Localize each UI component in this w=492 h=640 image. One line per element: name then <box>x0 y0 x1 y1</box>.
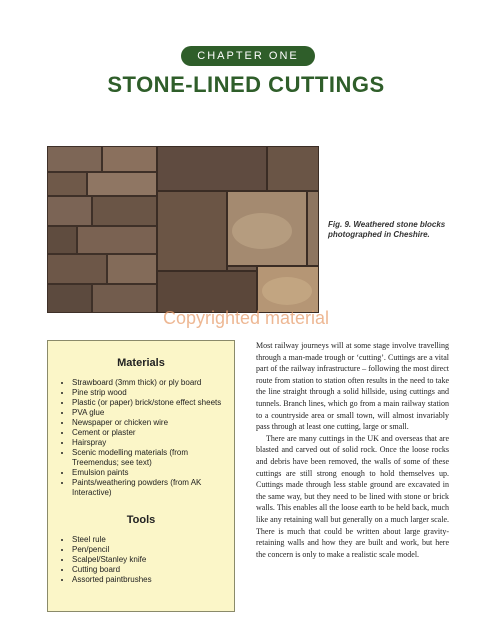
list-item: • Scenic modelling materials (from Treemendus; see text) <box>72 448 222 468</box>
paragraph: There are many cuttings in the UK and overseas that are blasted and carved out of solid rock. Once the loose rocks and debris have been removed, the walls of some of these cuttings are still strong enough to hold themselves up. Cuttings made through less stable ground are excavated in the same way, but they need to be lined with stone or brick walls. This enables all the loose earth to be held back, much like any retaining wall but generally on a much larger scale. There is much that could be written about large gravity-retaining walls and how they are built and work, but here the concern is only to make a realistic scale model. <box>256 433 449 559</box>
body-text <box>256 340 449 560</box>
tools-list <box>60 535 222 585</box>
materials-list <box>60 378 222 498</box>
list-item: • Pen/pencil <box>72 545 222 555</box>
chapter-label: CHAPTER ONE <box>181 46 315 66</box>
materials-tools-box <box>47 340 235 612</box>
figure-caption: Fig. 9. Weathered stone blocks photographed in Cheshire. <box>328 220 446 239</box>
list-item: • Cutting board <box>72 565 222 575</box>
list-item: • Pine strip wood <box>72 388 222 398</box>
list-item: • Assorted paintbrushes <box>72 575 222 585</box>
page-title: STONE-LINED CUTTINGS <box>107 72 385 97</box>
list-item: • Newspaper or chicken wire <box>72 418 222 428</box>
list-item: • Scalpel/Stanley knife <box>72 555 222 565</box>
list-item: • Emulsion paints <box>72 468 222 478</box>
list-item: • Steel rule <box>72 535 222 545</box>
paragraph: Most railway journeys will at some stage involve travelling through a man-made trough or ‘cutting’. Cuttings are a vital part of the railway infrastructure – following the most direct route from station to station often results in the need to take the line straight through a solid hillside, using cuttings and tunnels. Branch lines, which go from a main railway station to a countryside area or small town, will almost invariably pass through at least one cutting, large or small. <box>256 341 449 432</box>
list-item: • Hairspray <box>72 438 222 448</box>
list-item: • PVA glue <box>72 408 222 418</box>
list-item: • Strawboard (3mm thick) or ply board <box>72 378 222 388</box>
list-item: • Plastic (or paper) brick/stone effect sheets <box>72 398 222 408</box>
list-item: • Cement or plaster <box>72 428 222 438</box>
copyright-watermark: Copyrighted material <box>162 308 330 328</box>
list-item: • Paints/weathering powders (from AK Interactive) <box>72 478 222 498</box>
tools-heading: Tools <box>126 514 156 526</box>
stone-wall-image <box>47 146 319 313</box>
figure-photo-stone-blocks <box>47 146 319 313</box>
materials-heading: Materials <box>117 357 165 369</box>
